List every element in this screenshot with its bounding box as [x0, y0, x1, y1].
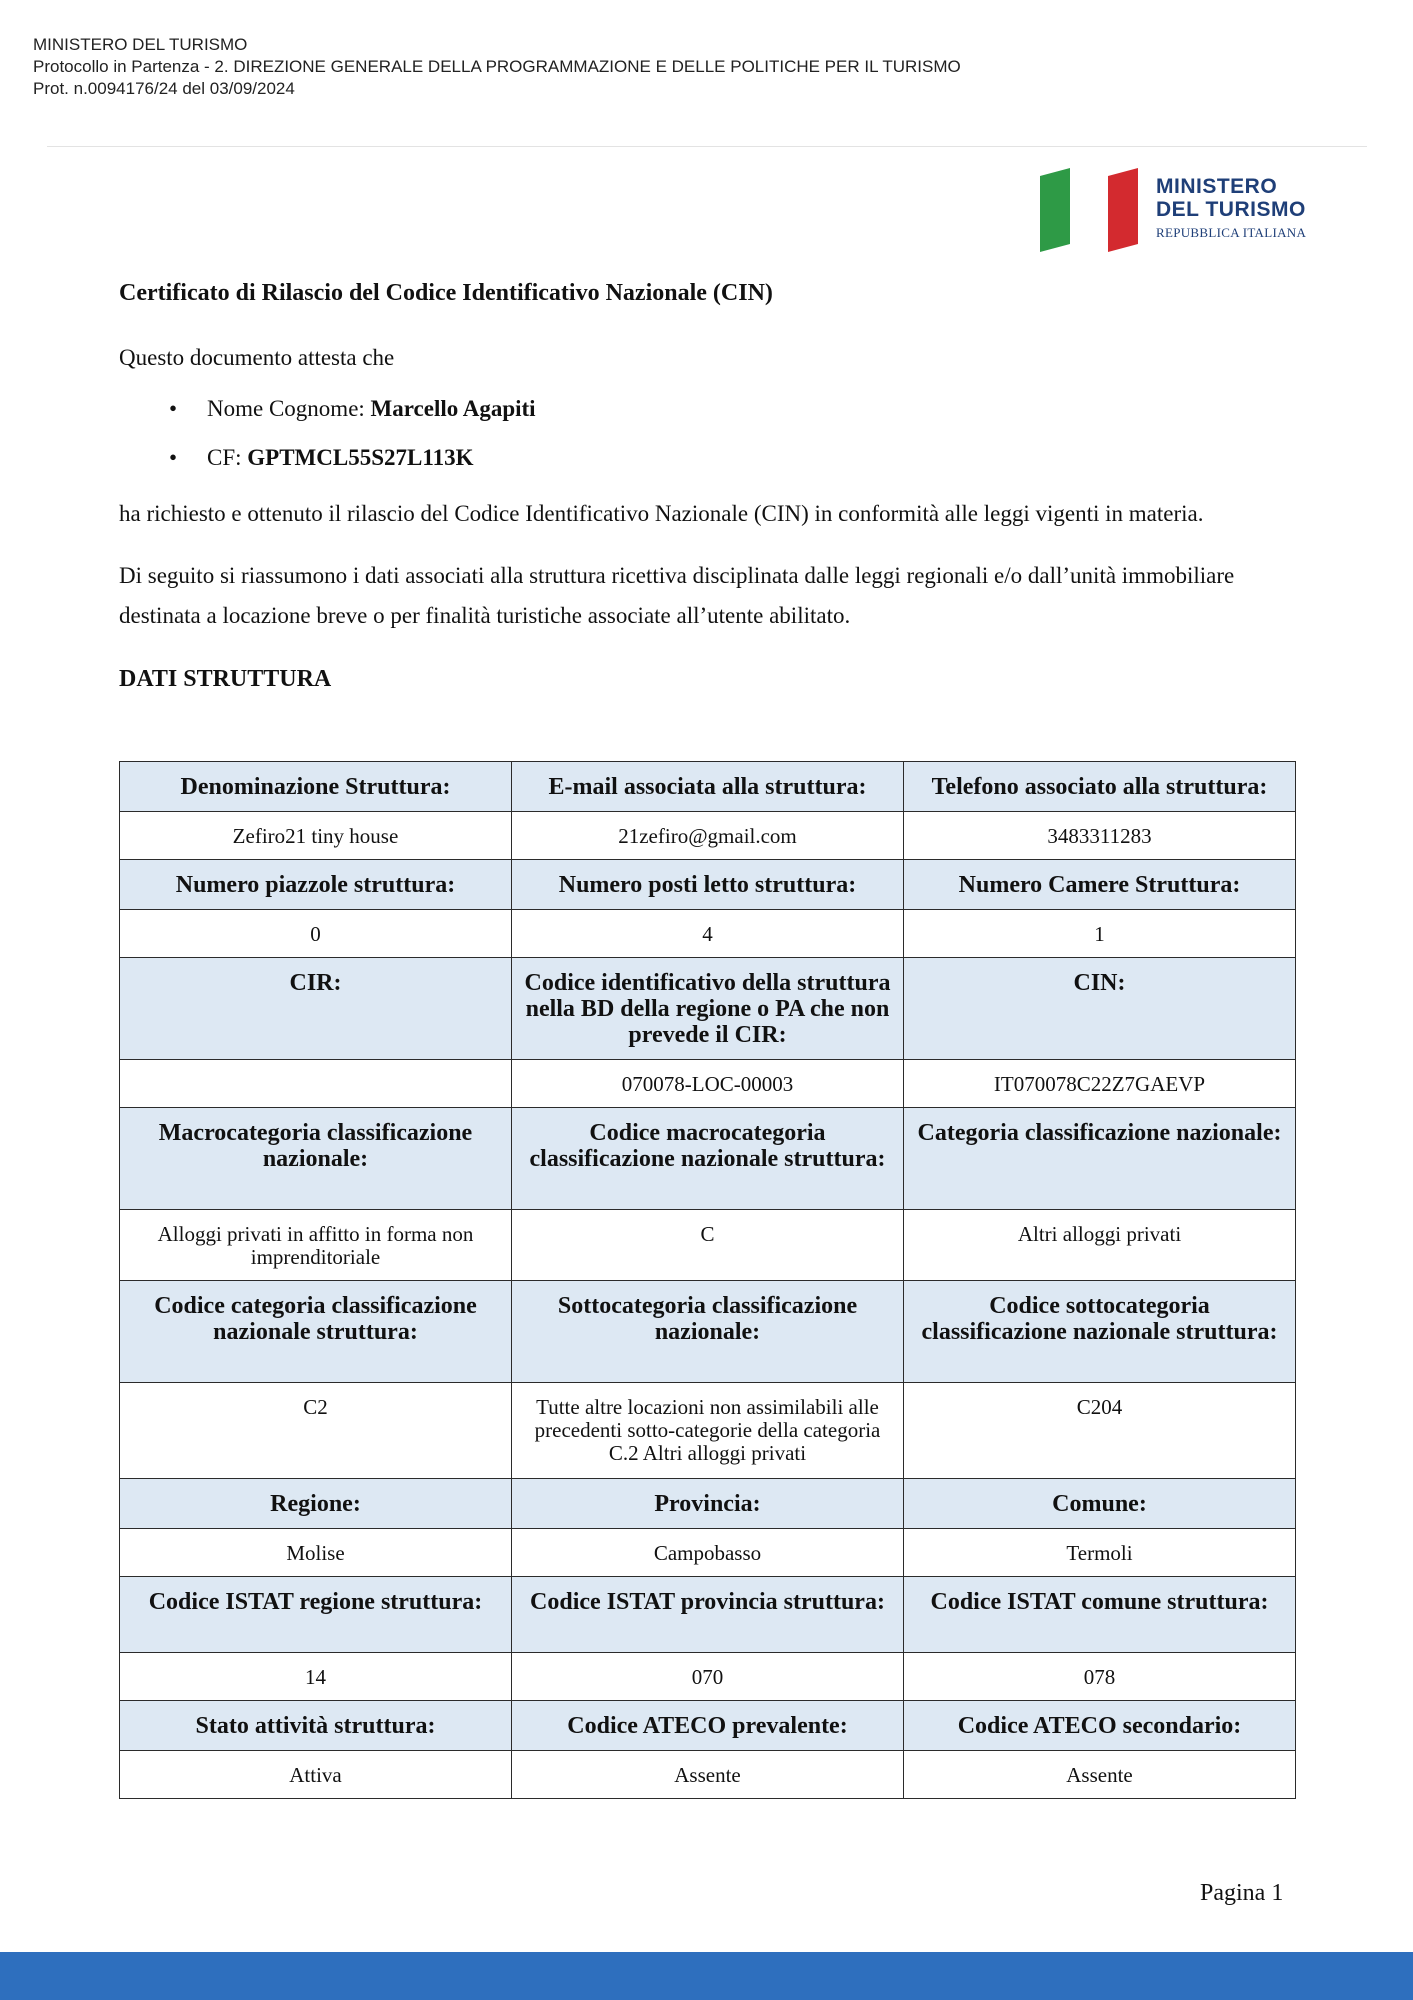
table-header-cell: Codice ATECO secondario:	[904, 1701, 1296, 1751]
table-cell: 4	[512, 910, 904, 958]
section-title: DATI STRUTTURA	[119, 666, 332, 692]
table-cell: Termoli	[904, 1529, 1296, 1577]
table-cell	[120, 1060, 512, 1108]
table-header-cell: E-mail associata alla struttura:	[512, 762, 904, 812]
table-header-cell: Codice sottocategoria classificazione nazionale struttura:	[904, 1281, 1296, 1383]
table-cell: C2	[120, 1383, 512, 1479]
table-header-cell: Codice ATECO prevalente:	[512, 1701, 904, 1751]
table-header-row	[120, 860, 1296, 910]
table-header-cell: Provincia:	[512, 1479, 904, 1529]
holder-list	[119, 384, 1294, 482]
table-cell: IT070078C22Z7GAEVP	[904, 1060, 1296, 1108]
table-row	[120, 910, 1296, 958]
table-header-cell: Regione:	[120, 1479, 512, 1529]
table-header-cell: Sottocategoria classificazione nazionale:	[512, 1281, 904, 1383]
table-cell: C	[512, 1210, 904, 1281]
table-header-cell: Stato attività struttura:	[120, 1701, 512, 1751]
table-cell: 070078-LOC-00003	[512, 1060, 904, 1108]
flag-green-icon	[1040, 168, 1070, 252]
table-cell: Molise	[120, 1529, 512, 1577]
holder-name-label: Nome Cognome:	[207, 396, 365, 421]
page-number: Pagina 1	[1200, 1880, 1284, 1906]
table-header-cell: Macrocategoria classificazione nazionale:	[120, 1108, 512, 1210]
table-row	[120, 812, 1296, 860]
table-header-cell: Comune:	[904, 1479, 1296, 1529]
footer-bar	[0, 1952, 1413, 2000]
protocol-number: Prot. n.0094176/24 del 03/09/2024	[33, 79, 295, 98]
protocol-ministry: MINISTERO DEL TURISMO	[33, 35, 248, 54]
logo-text-repubblica: REPUBBLICA ITALIANA	[1156, 225, 1307, 240]
table-row	[120, 1060, 1296, 1108]
holder-cf-value: GPTMCL55S27L113K	[247, 445, 474, 470]
table-header-cell: Telefono associato alla struttura:	[904, 762, 1296, 812]
intro-text: Questo documento attesta che	[119, 345, 395, 370]
table-cell: 1	[904, 910, 1296, 958]
holder-name-value: Marcello Agapiti	[370, 396, 536, 421]
table-header-cell: Codice categoria classificazione nazionale struttura:	[120, 1281, 512, 1383]
table-header-cell: Numero piazzole struttura:	[120, 860, 512, 910]
table-cell: Zefiro21 tiny house	[120, 812, 512, 860]
table-cell: Assente	[512, 1751, 904, 1799]
table-header-row	[120, 1108, 1296, 1210]
table-header-row	[120, 1701, 1296, 1751]
table-header-cell: Codice ISTAT comune struttura:	[904, 1577, 1296, 1653]
ministry-logo	[1038, 166, 1328, 256]
bullet-icon: •	[169, 445, 178, 470]
holder-cf-item	[119, 433, 1294, 482]
holder-cf-label: CF:	[207, 445, 242, 470]
table-header-cell: Codice ISTAT provincia struttura:	[512, 1577, 904, 1653]
bullet-icon: •	[169, 396, 178, 421]
table-cell: 078	[904, 1653, 1296, 1701]
holder-name-item	[119, 384, 1294, 433]
table-header-cell: Categoria classificazione nazionale:	[904, 1108, 1296, 1210]
protocol-direction: Protocollo in Partenza - 2. DIREZIONE GENERALE DELLA PROGRAMMAZIONE E DELLE POLITICHE PER IL TURISMO	[33, 57, 961, 76]
table-header-cell: Codice identificativo della struttura nella BD della regione o PA che non prevede il CIR:	[512, 958, 904, 1060]
table-header-row	[120, 1577, 1296, 1653]
table-header-cell: Codice ISTAT regione struttura:	[120, 1577, 512, 1653]
logo-text-ministero: MINISTERO	[1156, 175, 1278, 198]
header-divider	[47, 146, 1367, 147]
table-cell: 070	[512, 1653, 904, 1701]
table-header-cell: CIN:	[904, 958, 1296, 1060]
table-cell: C204	[904, 1383, 1296, 1479]
table-header-row	[120, 762, 1296, 812]
table-header-cell: Numero Camere Struttura:	[904, 860, 1296, 910]
table-cell: Attiva	[120, 1751, 512, 1799]
table-header-cell: Codice macrocategoria classificazione nazionale struttura:	[512, 1108, 904, 1210]
protocol-header	[33, 34, 961, 100]
logo-text-turismo: DEL TURISMO	[1156, 198, 1306, 221]
table-header-row	[120, 1281, 1296, 1383]
table-row	[120, 1653, 1296, 1701]
table-row	[120, 1751, 1296, 1799]
structure-data-table	[119, 761, 1296, 1799]
table-cell: 14	[120, 1653, 512, 1701]
table-cell: 0	[120, 910, 512, 958]
table-cell: Campobasso	[512, 1529, 904, 1577]
document-body	[119, 276, 1294, 696]
table-header-row	[120, 1479, 1296, 1529]
table-cell: Altri alloggi privati	[904, 1210, 1296, 1281]
table-header-cell: Numero posti letto struttura:	[512, 860, 904, 910]
table-row	[120, 1210, 1296, 1281]
table-header-row	[120, 958, 1296, 1060]
table-cell: Alloggi privati in affitto in forma non imprenditoriale	[120, 1210, 512, 1281]
table-cell: Tutte altre locazioni non assimilabili alle precedenti sotto-categorie della categoria C.2 Altri alloggi privati	[512, 1383, 904, 1479]
table-cell: 21zefiro@gmail.com	[512, 812, 904, 860]
table-header-cell: CIR:	[120, 958, 512, 1060]
request-paragraph: ha richiesto e ottenuto il rilascio del Codice Identificativo Nazionale (CIN) in conformità alle leggi vigenti in materia.	[119, 501, 1204, 526]
table-cell: Assente	[904, 1751, 1296, 1799]
flag-red-icon	[1108, 168, 1138, 252]
table-cell: 3483311283	[904, 812, 1296, 860]
summary-paragraph: Di seguito si riassumono i dati associati alla struttura ricettiva disciplinata dalle leggi regionali e/o dall’unità immobiliare destinata a locazione breve o per finalità turistiche associate all’utente abilitato.	[119, 563, 1235, 628]
table-row	[120, 1383, 1296, 1479]
table-header-cell: Denominazione Struttura:	[120, 762, 512, 812]
certificate-title: Certificato di Rilascio del Codice Identificativo Nazionale (CIN)	[119, 280, 773, 306]
table-row	[120, 1529, 1296, 1577]
